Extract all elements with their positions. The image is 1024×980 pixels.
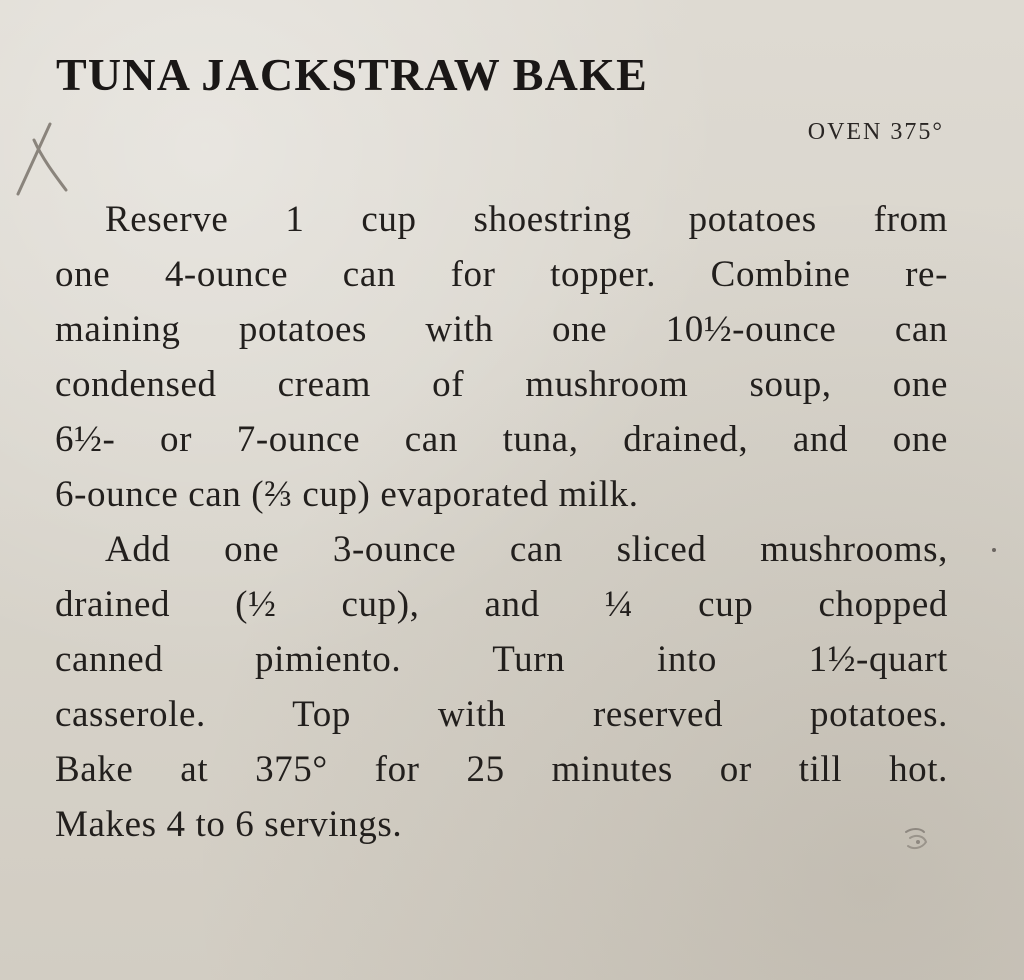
recipe-title: TUNA JACKSTRAW BAKE	[56, 49, 648, 100]
instruction-line: drained (½ cup), and ¼ cup chopped	[55, 584, 948, 625]
instruction-line: canned pimiento. Turn into 1½-quart	[55, 639, 948, 680]
instruction-line: maining potatoes with one 10½-ounce can	[55, 309, 948, 350]
instruction-line: Reserve 1 cup shoestring potatoes from	[105, 199, 948, 240]
instruction-line: 6-ounce can (⅔ cup) evaporated milk.	[55, 474, 639, 515]
instruction-line: one 4-ounce can for topper. Combine re-	[55, 254, 948, 295]
recipe-instructions	[55, 192, 948, 852]
pencil-x-icon	[12, 118, 88, 198]
instruction-line: Add one 3-ounce can sliced mushrooms,	[105, 529, 948, 570]
oven-temperature: OVEN 375°	[807, 119, 944, 145]
instruction-line: Bake at 375° for 25 minutes or till hot.	[55, 749, 948, 790]
instruction-line: condensed cream of mushroom soup, one	[55, 364, 948, 405]
paper-speck	[992, 548, 996, 552]
instruction-line: casserole. Top with reserved potatoes.	[55, 694, 948, 735]
instruction-line: Makes 4 to 6 servings.	[55, 804, 403, 845]
smudge-icon	[898, 820, 938, 860]
instruction-line: 6½- or 7-ounce can tuna, drained, and one	[55, 419, 948, 460]
